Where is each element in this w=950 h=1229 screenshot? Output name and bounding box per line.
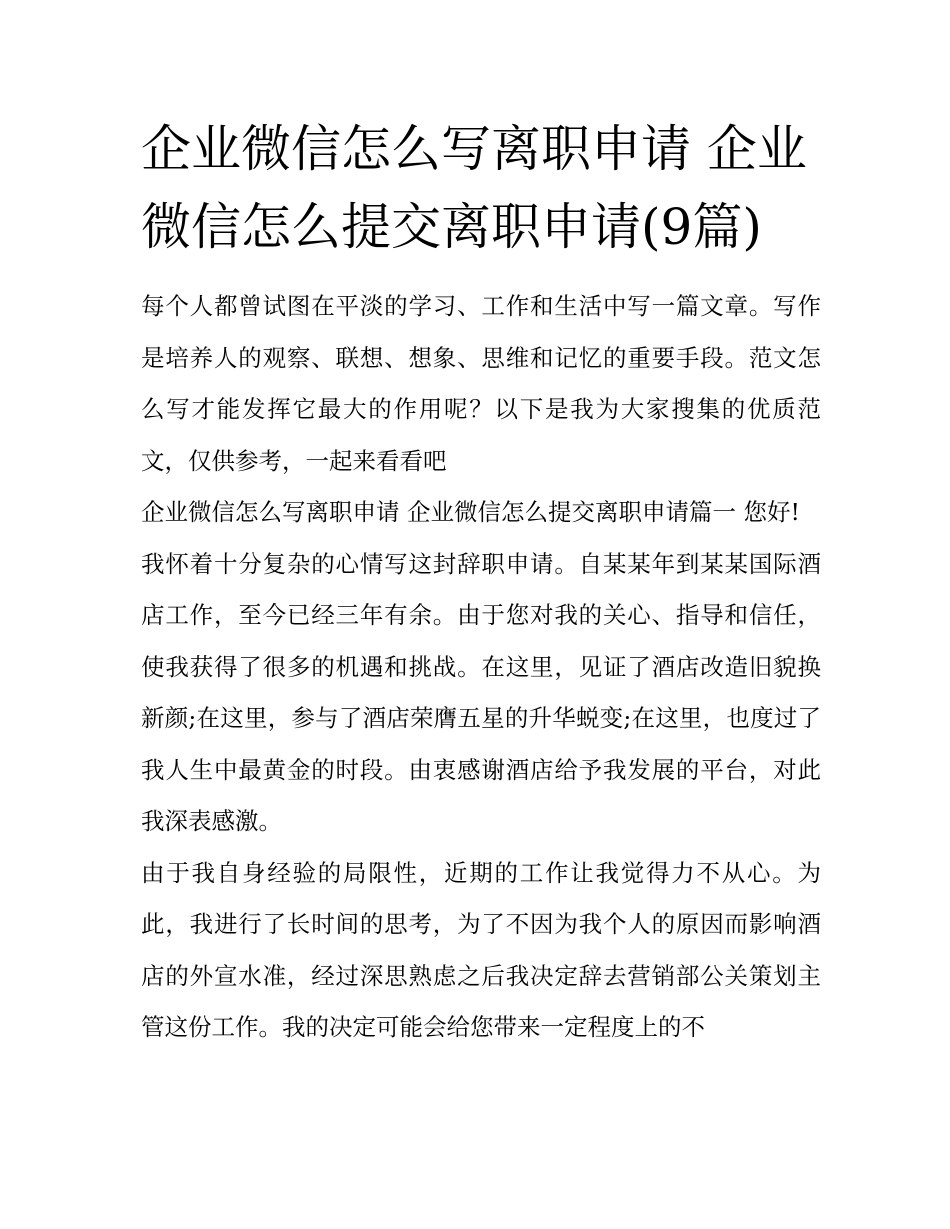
document-content — [141, 110, 821, 1054]
intro-paragraph: 每个人都曾试图在平淡的学习、工作和生活中写一篇文章。写作是培养人的观察、联想、想象、思维和记忆的重要手段。范文怎么写才能发挥它最大的作用呢？以下是我为大家搜集的优质范文，仅供参考，一起来看看吧 — [141, 292, 821, 475]
document-title: 企业微信怎么写离职申请 企业微信怎么提交离职申请(9篇) — [141, 120, 807, 256]
body-paragraph: 我怀着十分复杂的心情写这封辞职申请。自某某年到某某国际酒店工作，至今已经三年有余。由于您对我的关心、指导和信任，使我获得了很多的机遇和挑战。在这里，见证了酒店改造旧貌换新颜;在这里，参与了酒店荣膺五星的升华蜕变;在这里，也度过了我人生中最黄金的时段。由衷感谢酒店给予我发展的平台，对此我深表感激。 — [141, 549, 821, 835]
section-heading-paragraph: 企业微信怎么写离职申请 企业微信怎么提交离职申请篇一 您好! — [141, 498, 800, 526]
body-paragraph: 由于我自身经验的局限性，近期的工作让我觉得力不从心。为此，我进行了长时间的思考，为了不因为我个人的原因而影响酒店的外宣水准，经过深思熟虑之后我决定辞去营销部公关策划主管这份工作。我的决定可能会给您带来一定程度上的不 — [141, 858, 821, 1041]
